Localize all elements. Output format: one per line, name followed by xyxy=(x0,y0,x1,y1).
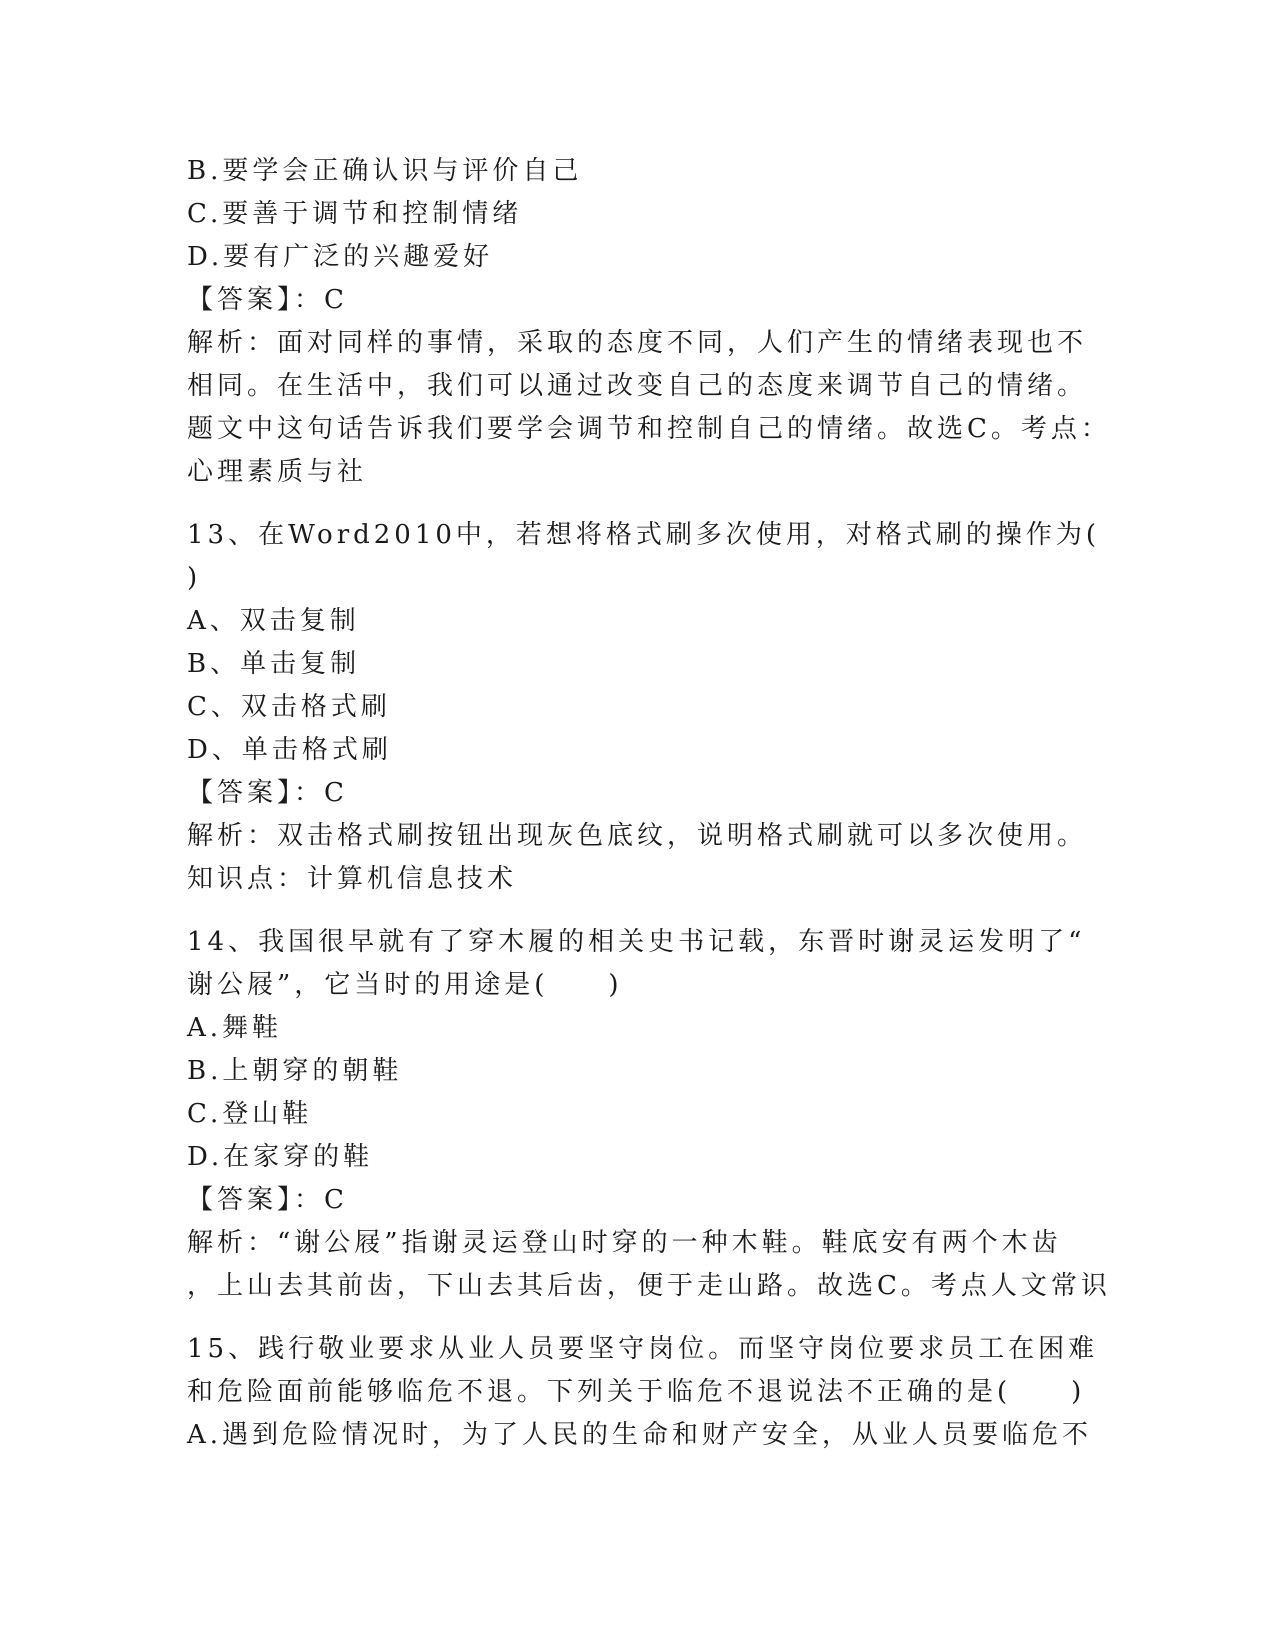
option-c: C.登山鞋 xyxy=(187,1099,313,1129)
option-d: D.要有广泛的兴趣爱好 xyxy=(187,242,494,272)
answer-line: 【答案】：C xyxy=(187,1185,348,1215)
explanation-line: 解析：面对同样的事情，采取的态度不同，人们产生的情绪表现也不 xyxy=(187,328,1088,358)
block-gap xyxy=(187,1308,1087,1328)
question-stem: 和危险面前能够临危不退。下列关于临危不退说法不正确的是( ) xyxy=(187,1377,1086,1407)
question-14 xyxy=(187,921,1111,1308)
explanation-line: 解析：双击格式刷按钮出现灰色底纹，说明格式刷就可以多次使用。 xyxy=(187,821,1088,851)
option-a: A.遇到危险情况时，为了人民的生命和财产安全，从业人员要临危不 xyxy=(187,1420,1093,1450)
explanation-line: 题文中这句话告诉我们要学会调节和控制自己的情绪。故选C。考点： xyxy=(187,414,1111,444)
question-stem: 谢公屐”，它当时的用途是( ) xyxy=(187,970,623,1000)
option-b: B.上朝穿的朝鞋 xyxy=(187,1056,403,1086)
option-a: A.舞鞋 xyxy=(187,1013,283,1043)
block-gap xyxy=(187,494,1087,514)
explanation-line: 解析：“谢公屐”指谢灵运登山时穿的一种木鞋。鞋底安有两个木齿 xyxy=(187,1228,1062,1258)
option-b: B.要学会正确认识与评价自己 xyxy=(187,156,583,186)
option-d: D、单击格式刷 xyxy=(187,735,392,765)
question-stem: 15、践行敬业要求从业人员要坚守岗位。而坚守岗位要求员工在困难 xyxy=(187,1334,1099,1364)
option-c: C.要善于调节和控制情绪 xyxy=(187,199,523,229)
explanation-line: 心理素质与社 xyxy=(187,457,368,487)
question-13 xyxy=(187,514,1101,901)
option-b: B、单击复制 xyxy=(187,649,361,679)
option-c: C、双击格式刷 xyxy=(187,692,391,722)
question-stem: ) xyxy=(187,563,202,593)
block-gap xyxy=(187,901,1087,921)
explanation-line: 相同。在生活中，我们可以通过改变自己的态度来调节自己的情绪。 xyxy=(187,371,1088,401)
question-12-continuation xyxy=(187,150,1111,494)
option-d: D.在家穿的鞋 xyxy=(187,1142,374,1172)
question-stem: 13、在Word2010中，若想将格式刷多次使用，对格式刷的操作为( xyxy=(187,520,1101,550)
option-a: A、双击复制 xyxy=(187,606,360,636)
answer-line: 【答案】：C xyxy=(187,778,348,808)
question-stem: 14、我国很早就有了穿木履的相关史书记载，东晋时谢灵运发明了“ xyxy=(187,927,1086,957)
explanation-line: 知识点：计算机信息技术 xyxy=(187,864,518,894)
explanation-line: ，上山去其前齿，下山去其后齿，便于走山路。故选C。考点人文常识 xyxy=(187,1271,1111,1301)
question-15 xyxy=(187,1328,1099,1457)
document-page xyxy=(187,150,1111,1457)
answer-line: 【答案】：C xyxy=(187,285,348,315)
